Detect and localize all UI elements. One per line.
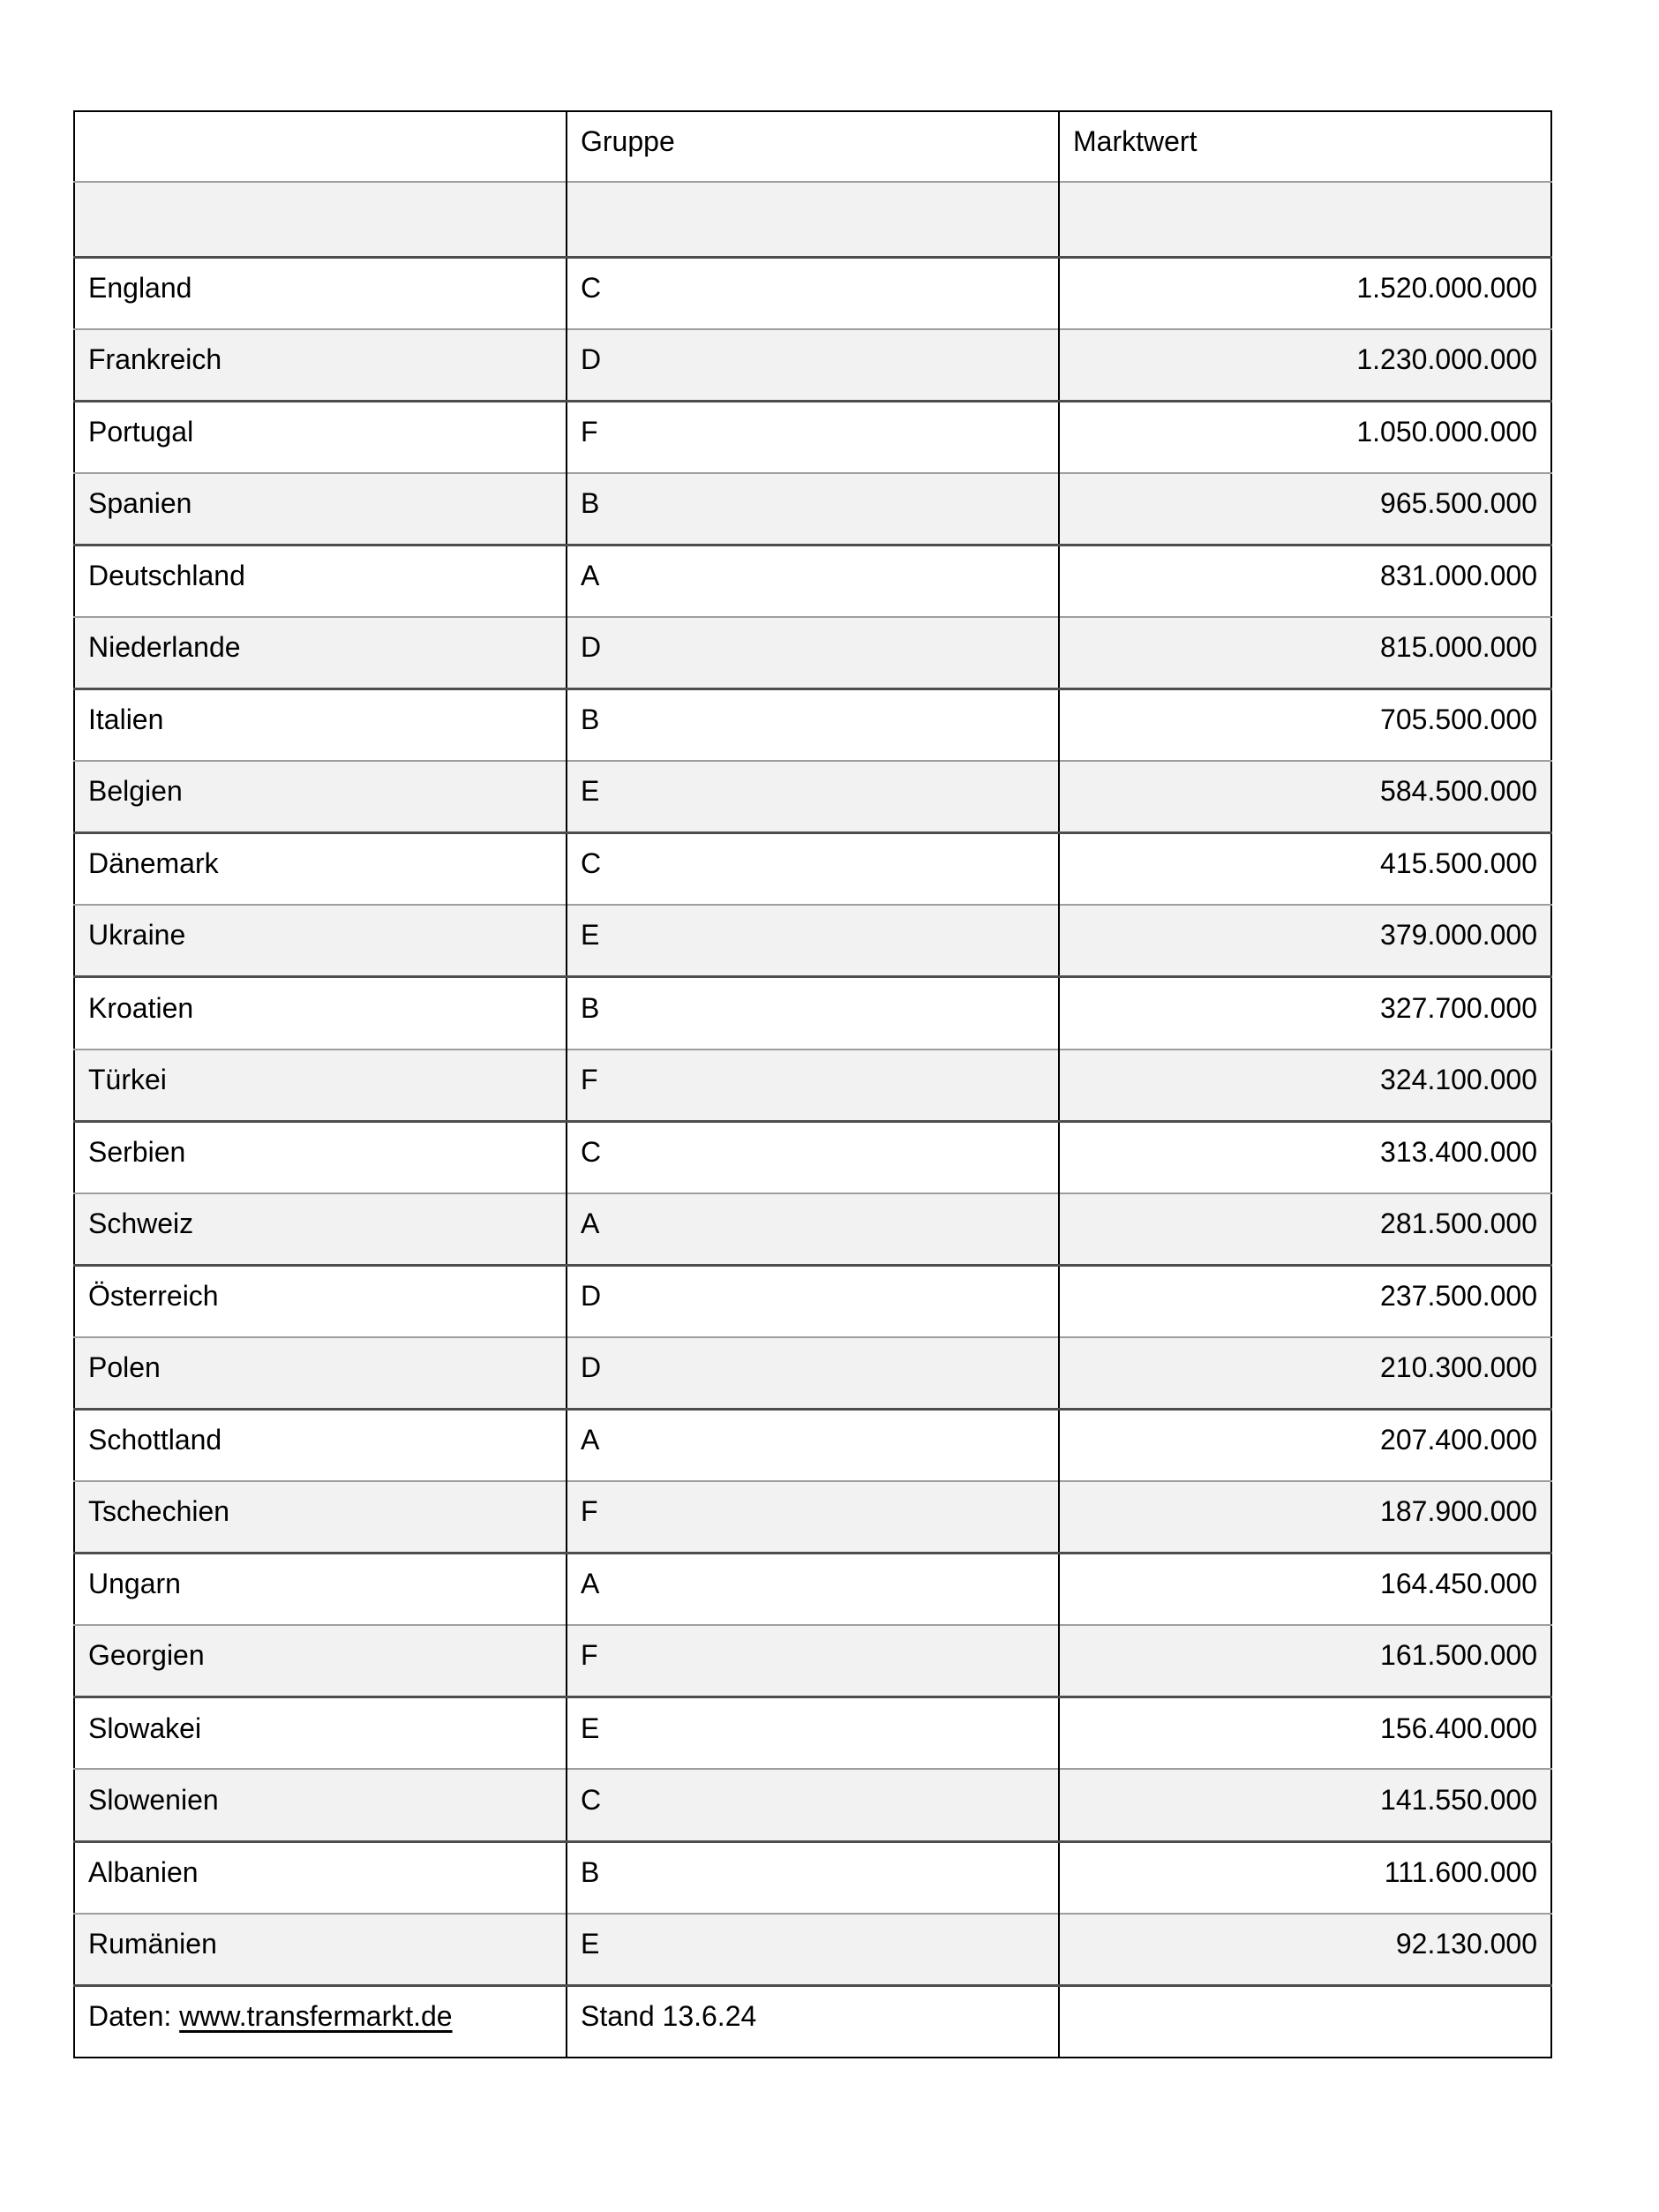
header-value-cell: Marktwert	[1059, 111, 1551, 182]
group-cell: F	[567, 401, 1059, 473]
market-value-table	[73, 110, 1552, 2058]
table-row	[74, 257, 1551, 329]
country-cell: Portugal	[88, 415, 194, 448]
source-prefix-label: Daten:	[88, 2000, 180, 2033]
value-cell: 92.130.000	[1059, 1914, 1551, 1986]
group-cell: E	[567, 1914, 1059, 1986]
country-cell: Deutschland	[88, 560, 245, 592]
table-row	[74, 329, 1551, 402]
table-row	[74, 1625, 1551, 1697]
footer-row	[74, 1985, 1551, 2058]
table-row	[74, 1121, 1551, 1193]
country-cell: Schweiz	[88, 1207, 194, 1239]
spacer-cell	[1059, 182, 1551, 257]
country-cell: Kroatien	[88, 991, 194, 1024]
table-row	[74, 1410, 1551, 1482]
country-cell: Frankreich	[88, 342, 222, 375]
group-cell: D	[567, 617, 1059, 689]
group-cell: D	[567, 1337, 1059, 1410]
table-row	[74, 905, 1551, 977]
value-cell: 965.500.000	[1059, 473, 1551, 545]
value-cell: 379.000.000	[1059, 905, 1551, 977]
table-row	[74, 401, 1551, 473]
value-cell: 237.500.000	[1059, 1265, 1551, 1337]
spacer-cell	[74, 182, 567, 257]
stand-cell: Stand 13.6.24	[567, 1985, 1059, 2058]
country-cell: Albanien	[88, 1855, 199, 1888]
country-cell: Polen	[88, 1351, 161, 1384]
value-cell: 831.000.000	[1059, 545, 1551, 617]
value-cell: 1.050.000.000	[1059, 401, 1551, 473]
value-cell: 210.300.000	[1059, 1337, 1551, 1410]
country-cell: Türkei	[88, 1063, 167, 1095]
group-cell: A	[567, 1410, 1059, 1482]
table-row	[74, 761, 1551, 833]
country-cell: Georgien	[88, 1639, 205, 1672]
value-cell: 584.500.000	[1059, 761, 1551, 833]
table-row	[74, 1769, 1551, 1841]
footer-empty-cell	[1059, 1985, 1551, 2058]
group-cell: E	[567, 905, 1059, 977]
value-cell: 156.400.000	[1059, 1697, 1551, 1770]
group-cell: A	[567, 1554, 1059, 1626]
header-country-cell	[74, 111, 567, 182]
group-cell: B	[567, 977, 1059, 1050]
value-cell: 164.450.000	[1059, 1554, 1551, 1626]
group-cell: E	[567, 761, 1059, 833]
header-group-cell: Gruppe	[567, 111, 1059, 182]
country-cell: Slowakei	[88, 1712, 202, 1744]
table-row	[74, 1481, 1551, 1554]
value-cell: 415.500.000	[1059, 833, 1551, 906]
value-cell: 207.400.000	[1059, 1410, 1551, 1482]
country-cell: England	[88, 271, 192, 304]
table-row	[74, 1697, 1551, 1770]
header-row	[74, 111, 1551, 182]
group-cell: A	[567, 1193, 1059, 1266]
country-cell: Italien	[88, 703, 164, 736]
country-cell: Schottland	[88, 1424, 222, 1456]
table-row	[74, 1554, 1551, 1626]
country-cell: Österreich	[88, 1279, 219, 1312]
country-cell: Rumänien	[88, 1927, 217, 1960]
source-cell	[74, 1985, 567, 2058]
country-cell: Spanien	[88, 486, 192, 519]
table-row	[74, 473, 1551, 545]
group-cell: C	[567, 833, 1059, 906]
group-cell: F	[567, 1050, 1059, 1122]
market-value-table-wrap	[73, 110, 1552, 2058]
group-cell: B	[567, 689, 1059, 762]
value-cell: 1.230.000.000	[1059, 329, 1551, 402]
spacer-cell	[567, 182, 1059, 257]
value-cell: 111.600.000	[1059, 1841, 1551, 1914]
table-row	[74, 689, 1551, 762]
value-cell: 815.000.000	[1059, 617, 1551, 689]
group-cell: B	[567, 1841, 1059, 1914]
value-cell: 327.700.000	[1059, 977, 1551, 1050]
group-cell: E	[567, 1697, 1059, 1770]
value-cell: 1.520.000.000	[1059, 257, 1551, 329]
group-cell: C	[567, 1769, 1059, 1841]
country-cell: Ungarn	[88, 1568, 181, 1600]
value-cell: 324.100.000	[1059, 1050, 1551, 1122]
country-cell: Dänemark	[88, 847, 219, 880]
group-cell: D	[567, 1265, 1059, 1337]
source-link[interactable]: www.transfermarkt.de	[179, 2000, 453, 2033]
value-cell: 187.900.000	[1059, 1481, 1551, 1554]
value-cell: 281.500.000	[1059, 1193, 1551, 1266]
value-cell: 141.550.000	[1059, 1769, 1551, 1841]
country-cell: Ukraine	[88, 919, 186, 952]
table-row	[74, 977, 1551, 1050]
country-cell: Belgien	[88, 775, 183, 808]
country-cell: Tschechien	[88, 1495, 230, 1528]
group-cell: B	[567, 473, 1059, 545]
table-row	[74, 833, 1551, 906]
table-row	[74, 1914, 1551, 1986]
table-row	[74, 545, 1551, 617]
country-cell: Serbien	[88, 1135, 186, 1168]
group-cell: C	[567, 1121, 1059, 1193]
table-row	[74, 1337, 1551, 1410]
value-cell: 313.400.000	[1059, 1121, 1551, 1193]
spacer-row	[74, 182, 1551, 257]
group-cell: A	[567, 545, 1059, 617]
value-cell: 161.500.000	[1059, 1625, 1551, 1697]
country-cell: Niederlande	[88, 631, 241, 664]
group-cell: C	[567, 257, 1059, 329]
country-cell: Slowenien	[88, 1783, 219, 1816]
group-cell: D	[567, 329, 1059, 402]
group-cell: F	[567, 1481, 1059, 1554]
table-row	[74, 617, 1551, 689]
table-row	[74, 1265, 1551, 1337]
table-row	[74, 1050, 1551, 1122]
table-row	[74, 1841, 1551, 1914]
group-cell: F	[567, 1625, 1059, 1697]
value-cell: 705.500.000	[1059, 689, 1551, 762]
table-row	[74, 1193, 1551, 1266]
